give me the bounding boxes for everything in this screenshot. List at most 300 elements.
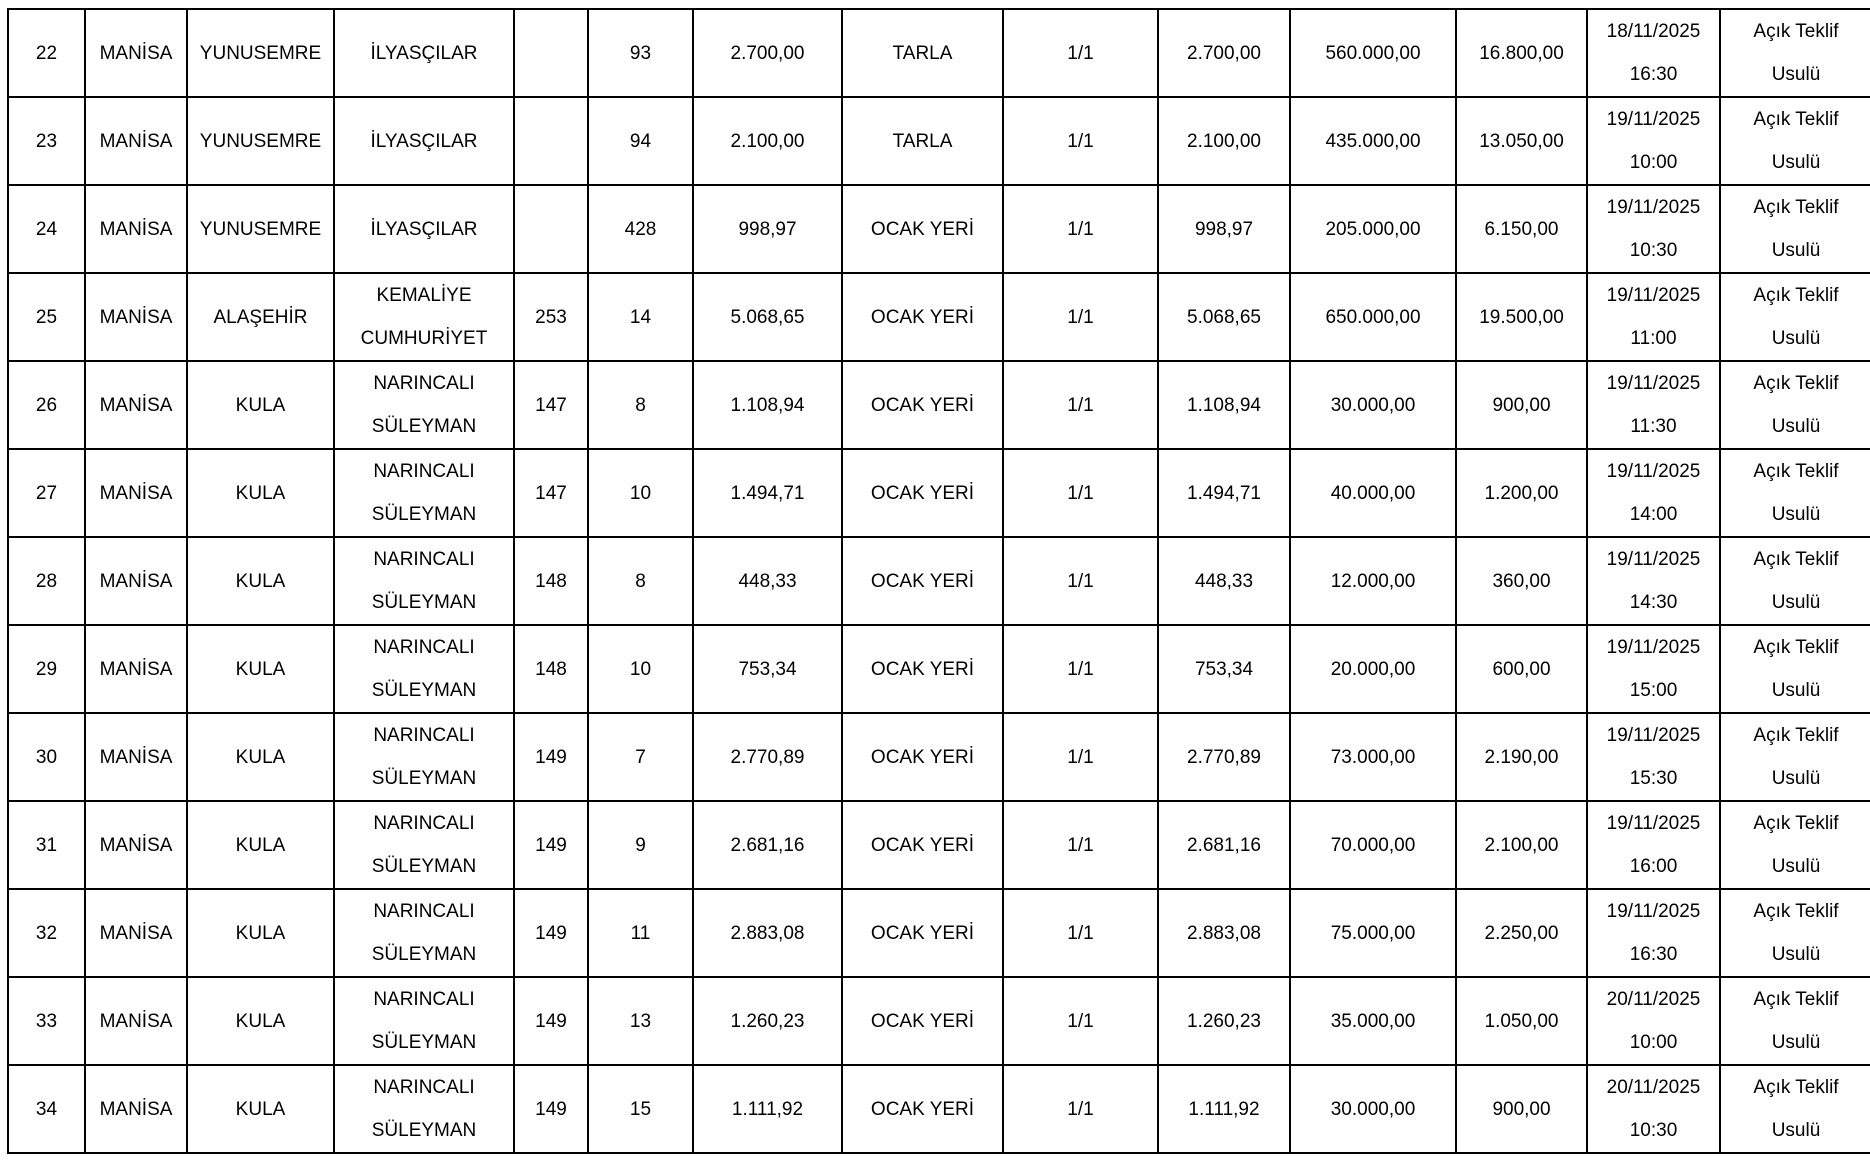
cell-text: 26: [35, 394, 58, 416]
parcel-cell: [588, 361, 693, 449]
cell-text: 16:30: [1629, 64, 1678, 85]
district-cell: [187, 449, 334, 537]
cell-text: MANİSA: [99, 834, 173, 856]
estimated-value-cell: [1290, 713, 1456, 801]
auction-datetime-cell: [1587, 361, 1720, 449]
cell-text: NARINCALI: [373, 813, 475, 834]
cell-text: 1/1: [1067, 394, 1094, 416]
auction-datetime-cell: [1587, 97, 1720, 185]
block-cell: [514, 713, 588, 801]
cell-text: OCAK YERİ: [870, 218, 975, 240]
auction-method-cell: [1720, 1065, 1870, 1153]
neighborhood-cell: [334, 889, 514, 977]
area-cell: [693, 537, 842, 625]
district-cell: [187, 889, 334, 977]
cell-text: 1.260,23: [1187, 1010, 1261, 1032]
auction-method-cell: [1720, 713, 1870, 801]
cell-text: SÜLEYMAN: [371, 504, 477, 525]
cell-text: KULA: [235, 482, 286, 504]
table-body: [8, 9, 1870, 1153]
cell-text: 1/1: [1067, 306, 1094, 328]
province-cell: [85, 889, 187, 977]
cell-text: 900,00: [1492, 1098, 1551, 1120]
parcel-cell: [588, 185, 693, 273]
cell-text: 1.050,00: [1484, 1010, 1559, 1032]
share-area-cell: [1158, 449, 1290, 537]
estimated-value-cell: [1290, 361, 1456, 449]
deposit-cell: [1456, 1065, 1587, 1153]
cell-text: 1/1: [1067, 922, 1094, 944]
share-area-cell: [1158, 361, 1290, 449]
cell-text: Usulü: [1771, 680, 1821, 701]
cell-text: 33: [35, 1010, 58, 1032]
block-cell: [514, 801, 588, 889]
cell-text: Açık Teklif: [1753, 549, 1839, 570]
deposit-cell: [1456, 449, 1587, 537]
row-number-cell: [8, 9, 85, 97]
share-cell: [1003, 713, 1158, 801]
block-cell: [514, 273, 588, 361]
cell-text: 25: [35, 306, 58, 328]
parcel-cell: [588, 801, 693, 889]
cell-text: NARINCALI: [373, 637, 475, 658]
table-row: [8, 9, 1870, 97]
cell-text: İLYASÇILAR: [370, 130, 478, 152]
property-type-cell: [842, 9, 1003, 97]
auction-method-cell: [1720, 273, 1870, 361]
cell-text: 149: [535, 1010, 567, 1032]
share-area-cell: [1158, 9, 1290, 97]
district-cell: [187, 361, 334, 449]
cell-text: 31: [35, 834, 58, 856]
district-cell: [187, 185, 334, 273]
cell-text: MANİSA: [99, 42, 173, 64]
cell-text: 27: [35, 482, 58, 504]
deposit-cell: [1456, 9, 1587, 97]
parcel-cell: [588, 97, 693, 185]
block-cell: [514, 625, 588, 713]
cell-text: 998,97: [1194, 218, 1254, 240]
cell-text: SÜLEYMAN: [371, 416, 477, 437]
cell-text: 35.000,00: [1330, 1010, 1416, 1032]
estimated-value-cell: [1290, 537, 1456, 625]
cell-text: 19/11/2025: [1606, 813, 1701, 834]
parcel-cell: [588, 977, 693, 1065]
auction-method-cell: [1720, 889, 1870, 977]
share-cell: [1003, 1065, 1158, 1153]
cell-text: 753,34: [738, 658, 797, 680]
property-type-cell: [842, 713, 1003, 801]
cell-text: 2.700,00: [730, 42, 805, 64]
parcel-cell: [588, 889, 693, 977]
cell-text: Usulü: [1771, 1120, 1821, 1141]
auction-datetime-cell: [1587, 713, 1720, 801]
neighborhood-cell: [334, 361, 514, 449]
cell-text: 10:00: [1629, 1032, 1678, 1053]
cell-text: 19.500,00: [1479, 306, 1564, 328]
cell-text: 2.883,08: [1187, 922, 1261, 944]
neighborhood-cell: [334, 625, 514, 713]
auction-method-cell: [1720, 185, 1870, 273]
district-cell: [187, 97, 334, 185]
row-number-cell: [8, 889, 85, 977]
share-cell: [1003, 977, 1158, 1065]
area-cell: [693, 273, 842, 361]
estimated-value-cell: [1290, 1065, 1456, 1153]
cell-text: OCAK YERİ: [870, 834, 975, 856]
cell-text: 18/11/2025: [1606, 21, 1701, 42]
cell-text: 1/1: [1067, 482, 1094, 504]
cell-text: 2.770,89: [1187, 746, 1261, 768]
estimated-value-cell: [1290, 977, 1456, 1065]
cell-text: MANİSA: [99, 482, 173, 504]
cell-text: 19/11/2025: [1606, 197, 1701, 218]
cell-text: Açık Teklif: [1753, 285, 1839, 306]
district-cell: [187, 977, 334, 1065]
cell-text: 13: [629, 1010, 652, 1032]
cell-text: 1/1: [1067, 746, 1094, 768]
property-type-cell: [842, 1065, 1003, 1153]
cell-text: 998,97: [738, 218, 797, 240]
share-area-cell: [1158, 273, 1290, 361]
row-number-cell: [8, 273, 85, 361]
cell-text: MANİSA: [99, 570, 173, 592]
cell-text: Açık Teklif: [1753, 901, 1839, 922]
cell-text: 20/11/2025: [1606, 989, 1701, 1010]
cell-text: 1.108,94: [730, 394, 805, 416]
deposit-cell: [1456, 361, 1587, 449]
cell-text: Usulü: [1771, 240, 1821, 261]
property-type-cell: [842, 889, 1003, 977]
parcel-cell: [588, 625, 693, 713]
parcel-cell: [588, 449, 693, 537]
cell-text: 1.111,92: [1188, 1098, 1260, 1120]
cell-text: 900,00: [1492, 394, 1551, 416]
cell-text: TARLA: [892, 42, 953, 64]
area-cell: [693, 9, 842, 97]
cell-text: 10:30: [1629, 1120, 1678, 1141]
cell-text: 73.000,00: [1330, 746, 1416, 768]
auction-datetime-cell: [1587, 449, 1720, 537]
cell-text: 32: [35, 922, 58, 944]
auction-method-cell: [1720, 9, 1870, 97]
cell-text: 19/11/2025: [1606, 461, 1701, 482]
deposit-cell: [1456, 625, 1587, 713]
cell-text: 6.150,00: [1484, 218, 1559, 240]
cell-text: 19/11/2025: [1606, 549, 1701, 570]
table-row: [8, 361, 1870, 449]
property-type-cell: [842, 625, 1003, 713]
estimated-value-cell: [1290, 97, 1456, 185]
neighborhood-cell: [334, 801, 514, 889]
neighborhood-cell: [334, 9, 514, 97]
parcel-cell: [588, 713, 693, 801]
block-cell: [514, 9, 588, 97]
cell-text: 8: [635, 570, 646, 592]
auction-method-cell: [1720, 977, 1870, 1065]
cell-text: ALAŞEHİR: [213, 306, 308, 328]
cell-text: 149: [535, 746, 567, 768]
district-cell: [187, 801, 334, 889]
cell-text: YUNUSEMRE: [199, 130, 322, 152]
district-cell: [187, 713, 334, 801]
estimated-value-cell: [1290, 185, 1456, 273]
cell-text: MANİSA: [99, 394, 173, 416]
cell-text: 16:30: [1629, 944, 1678, 965]
cell-text: 7: [635, 746, 646, 768]
cell-text: KULA: [235, 834, 286, 856]
auction-method-cell: [1720, 801, 1870, 889]
cell-text: Açık Teklif: [1753, 813, 1839, 834]
share-cell: [1003, 625, 1158, 713]
cell-text: 22: [35, 42, 58, 64]
table-row: [8, 625, 1870, 713]
area-cell: [693, 449, 842, 537]
neighborhood-cell: [334, 449, 514, 537]
row-number-cell: [8, 801, 85, 889]
auction-datetime-cell: [1587, 9, 1720, 97]
table-row: [8, 889, 1870, 977]
cell-text: SÜLEYMAN: [371, 680, 477, 701]
cell-text: Usulü: [1771, 944, 1821, 965]
cell-text: Usulü: [1771, 1032, 1821, 1053]
cell-text: 2.100,00: [1187, 130, 1261, 152]
cell-text: OCAK YERİ: [870, 746, 975, 768]
row-number-cell: [8, 97, 85, 185]
cell-text: SÜLEYMAN: [371, 1120, 477, 1141]
cell-text: YUNUSEMRE: [199, 218, 322, 240]
deposit-cell: [1456, 977, 1587, 1065]
cell-text: Açık Teklif: [1753, 461, 1839, 482]
deposit-cell: [1456, 801, 1587, 889]
cell-text: 600,00: [1492, 658, 1551, 680]
estimated-value-cell: [1290, 449, 1456, 537]
cell-text: NARINCALI: [373, 725, 475, 746]
cell-text: Usulü: [1771, 152, 1821, 173]
cell-text: 1.494,71: [730, 482, 805, 504]
cell-text: 12.000,00: [1330, 570, 1416, 592]
share-area-cell: [1158, 1065, 1290, 1153]
cell-text: KULA: [235, 1098, 286, 1120]
cell-text: OCAK YERİ: [870, 394, 975, 416]
cell-text: NARINCALI: [373, 549, 475, 570]
cell-text: 1.108,94: [1187, 394, 1261, 416]
neighborhood-cell: [334, 1065, 514, 1153]
cell-text: Açık Teklif: [1753, 109, 1839, 130]
row-number-cell: [8, 625, 85, 713]
cell-text: 20.000,00: [1330, 658, 1416, 680]
neighborhood-cell: [334, 273, 514, 361]
auction-datetime-cell: [1587, 625, 1720, 713]
province-cell: [85, 977, 187, 1065]
cell-text: 2.100,00: [730, 130, 805, 152]
cell-text: 1/1: [1067, 658, 1094, 680]
cell-text: 149: [535, 1098, 567, 1120]
cell-text: 1.111,92: [731, 1098, 804, 1120]
auction-method-cell: [1720, 97, 1870, 185]
cell-text: Açık Teklif: [1753, 989, 1839, 1010]
cell-text: 93: [629, 42, 652, 64]
row-number-cell: [8, 713, 85, 801]
district-cell: [187, 537, 334, 625]
parcel-cell: [588, 9, 693, 97]
cell-text: İLYASÇILAR: [370, 218, 478, 240]
cell-text: 19/11/2025: [1606, 725, 1701, 746]
cell-text: SÜLEYMAN: [371, 768, 477, 789]
district-cell: [187, 1065, 334, 1153]
cell-text: 10: [629, 482, 652, 504]
cell-text: Açık Teklif: [1753, 21, 1839, 42]
block-cell: [514, 537, 588, 625]
cell-text: Açık Teklif: [1753, 725, 1839, 746]
area-cell: [693, 801, 842, 889]
neighborhood-cell: [334, 185, 514, 273]
estimated-value-cell: [1290, 801, 1456, 889]
share-cell: [1003, 97, 1158, 185]
cell-text: MANİSA: [99, 922, 173, 944]
share-area-cell: [1158, 625, 1290, 713]
neighborhood-cell: [334, 97, 514, 185]
cell-text: SÜLEYMAN: [371, 944, 477, 965]
table-row: [8, 713, 1870, 801]
cell-text: 19/11/2025: [1606, 901, 1701, 922]
cell-text: 360,00: [1492, 570, 1551, 592]
cell-text: 2.883,08: [730, 922, 805, 944]
cell-text: 1.200,00: [1484, 482, 1559, 504]
province-cell: [85, 537, 187, 625]
cell-text: SÜLEYMAN: [371, 856, 477, 877]
estimated-value-cell: [1290, 9, 1456, 97]
cell-text: 15:30: [1629, 768, 1678, 789]
cell-text: 205.000,00: [1325, 218, 1421, 240]
cell-text: 14:30: [1629, 592, 1678, 613]
cell-text: MANİSA: [99, 1010, 173, 1032]
cell-text: 1/1: [1067, 130, 1094, 152]
cell-text: 448,33: [738, 570, 797, 592]
cell-text: 435.000,00: [1325, 130, 1421, 152]
cell-text: NARINCALI: [373, 373, 475, 394]
cell-text: 149: [535, 922, 567, 944]
cell-text: 19/11/2025: [1606, 373, 1701, 394]
row-number-cell: [8, 361, 85, 449]
cell-text: OCAK YERİ: [870, 1098, 975, 1120]
block-cell: [514, 185, 588, 273]
cell-text: 10: [629, 658, 652, 680]
property-type-cell: [842, 537, 1003, 625]
auction-datetime-cell: [1587, 801, 1720, 889]
auction-datetime-cell: [1587, 977, 1720, 1065]
cell-text: MANİSA: [99, 1098, 173, 1120]
block-cell: [514, 1065, 588, 1153]
cell-text: 29: [35, 658, 58, 680]
share-area-cell: [1158, 97, 1290, 185]
area-cell: [693, 185, 842, 273]
cell-text: 9: [635, 834, 646, 856]
area-cell: [693, 713, 842, 801]
province-cell: [85, 9, 187, 97]
parcel-cell: [588, 537, 693, 625]
table-row: [8, 977, 1870, 1065]
cell-text: 10:30: [1629, 240, 1678, 261]
share-cell: [1003, 449, 1158, 537]
table-row: [8, 273, 1870, 361]
cell-text: Usulü: [1771, 592, 1821, 613]
auction-method-cell: [1720, 625, 1870, 713]
cell-text: 5.068,65: [1187, 306, 1261, 328]
property-type-cell: [842, 361, 1003, 449]
area-cell: [693, 97, 842, 185]
cell-text: 2.770,89: [730, 746, 805, 768]
auction-table-container: [7, 8, 1870, 1154]
share-cell: [1003, 185, 1158, 273]
cell-text: 428: [624, 218, 657, 240]
cell-text: 2.681,16: [730, 834, 805, 856]
block-cell: [514, 977, 588, 1065]
share-area-cell: [1158, 977, 1290, 1065]
cell-text: SÜLEYMAN: [371, 1032, 477, 1053]
cell-text: 148: [535, 658, 567, 680]
cell-text: 2.681,16: [1187, 834, 1261, 856]
province-cell: [85, 625, 187, 713]
cell-text: 147: [535, 482, 567, 504]
cell-text: 1/1: [1067, 1010, 1094, 1032]
cell-text: 5.068,65: [730, 306, 805, 328]
cell-text: Usulü: [1771, 416, 1821, 437]
cell-text: 2.190,00: [1484, 746, 1559, 768]
province-cell: [85, 1065, 187, 1153]
province-cell: [85, 273, 187, 361]
cell-text: 1/1: [1067, 42, 1094, 64]
cell-text: SÜLEYMAN: [371, 592, 477, 613]
cell-text: 19/11/2025: [1606, 109, 1701, 130]
cell-text: KULA: [235, 1010, 286, 1032]
cell-text: 24: [35, 218, 58, 240]
cell-text: Usulü: [1771, 64, 1821, 85]
property-type-cell: [842, 977, 1003, 1065]
cell-text: OCAK YERİ: [870, 570, 975, 592]
cell-text: 753,34: [1194, 658, 1254, 680]
cell-text: 14:00: [1629, 504, 1678, 525]
cell-text: OCAK YERİ: [870, 658, 975, 680]
cell-text: Açık Teklif: [1753, 373, 1839, 394]
cell-text: 30.000,00: [1330, 394, 1416, 416]
cell-text: 19/11/2025: [1606, 637, 1701, 658]
district-cell: [187, 9, 334, 97]
cell-text: 2.100,00: [1484, 834, 1559, 856]
cell-text: 30: [35, 746, 58, 768]
deposit-cell: [1456, 713, 1587, 801]
property-type-cell: [842, 273, 1003, 361]
cell-text: 650.000,00: [1325, 306, 1421, 328]
area-cell: [693, 625, 842, 713]
cell-text: KULA: [235, 658, 286, 680]
cell-text: Usulü: [1771, 856, 1821, 877]
province-cell: [85, 185, 187, 273]
auction-datetime-cell: [1587, 273, 1720, 361]
cell-text: 1/1: [1067, 218, 1094, 240]
cell-text: 148: [535, 570, 567, 592]
deposit-cell: [1456, 273, 1587, 361]
cell-text: Açık Teklif: [1753, 197, 1839, 218]
cell-text: İLYASÇILAR: [370, 42, 478, 64]
neighborhood-cell: [334, 537, 514, 625]
cell-text: Açık Teklif: [1753, 1077, 1839, 1098]
cell-text: 16.800,00: [1479, 42, 1564, 64]
cell-text: 34: [35, 1098, 58, 1120]
cell-text: MANİSA: [99, 130, 173, 152]
neighborhood-cell: [334, 977, 514, 1065]
property-type-cell: [842, 185, 1003, 273]
